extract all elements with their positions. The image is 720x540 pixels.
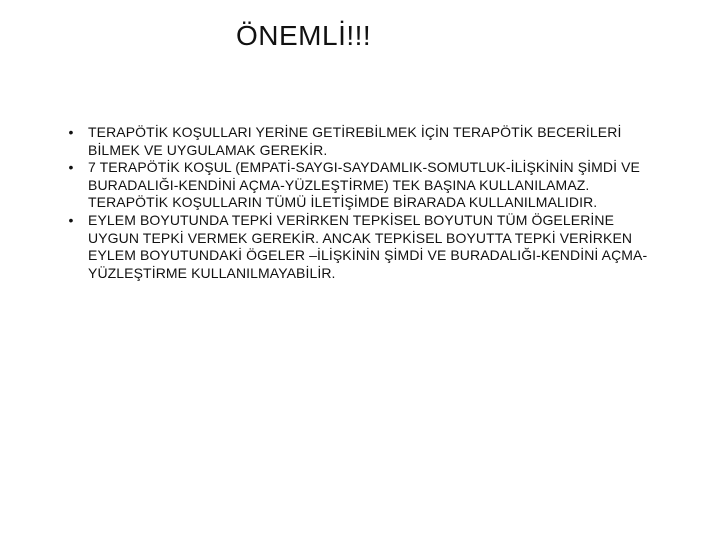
bullet-text: TERAPÖTİK KOŞULLARI YERİNE GETİREBİLMEK İÇİN TERAPÖTİK BECERİLERİ BİLMEK VE UYGULAMAK GEREKİR. bbox=[88, 124, 622, 158]
bullet-icon: • bbox=[68, 211, 74, 228]
bullet-text: EYLEM BOYUTUNDA TEPKİ VERİRKEN TEPKİSEL BOYUTUN TÜM ÖGELERİNE UYGUN TEPKİ VERMEK GEREKİR. ANCAK TEPKİSEL BOYUTTA TEPKİ VERİRKEN EYLEM BOYUTUNDAKİ ÖGELER –İLİŞKİNİN ŞİMDİ VE BURADALIĞI-KENDİNİ AÇMA-YÜZLEŞTİRME KULLANILMAYABİLİR. bbox=[88, 211, 648, 281]
bullet-text: 7 TERAPÖTİK KOŞUL (EMPATİ-SAYGI-SAYDAMLIK-SOMUTLUK-İLİŞKİNİN ŞİMDİ VE BURADALIĞI-KENDİNİ AÇMA-YÜZLEŞTİRME) TEK BAŞINA KULLANILAMAZ. TERAPÖTİK KOŞULLARIN TÜMÜ İLETİŞİMDE BİRARADA KULLANILMALIDIR. bbox=[88, 159, 640, 211]
slide-title: ÖNEMLİ!!! bbox=[236, 20, 372, 51]
bullet-item-3 bbox=[68, 211, 668, 282]
bullet-item-2 bbox=[68, 159, 668, 212]
bullet-icon: • bbox=[68, 124, 74, 140]
bullet-item-1 bbox=[68, 124, 668, 159]
bullet-icon: • bbox=[68, 159, 74, 176]
bullet-list bbox=[68, 124, 668, 282]
